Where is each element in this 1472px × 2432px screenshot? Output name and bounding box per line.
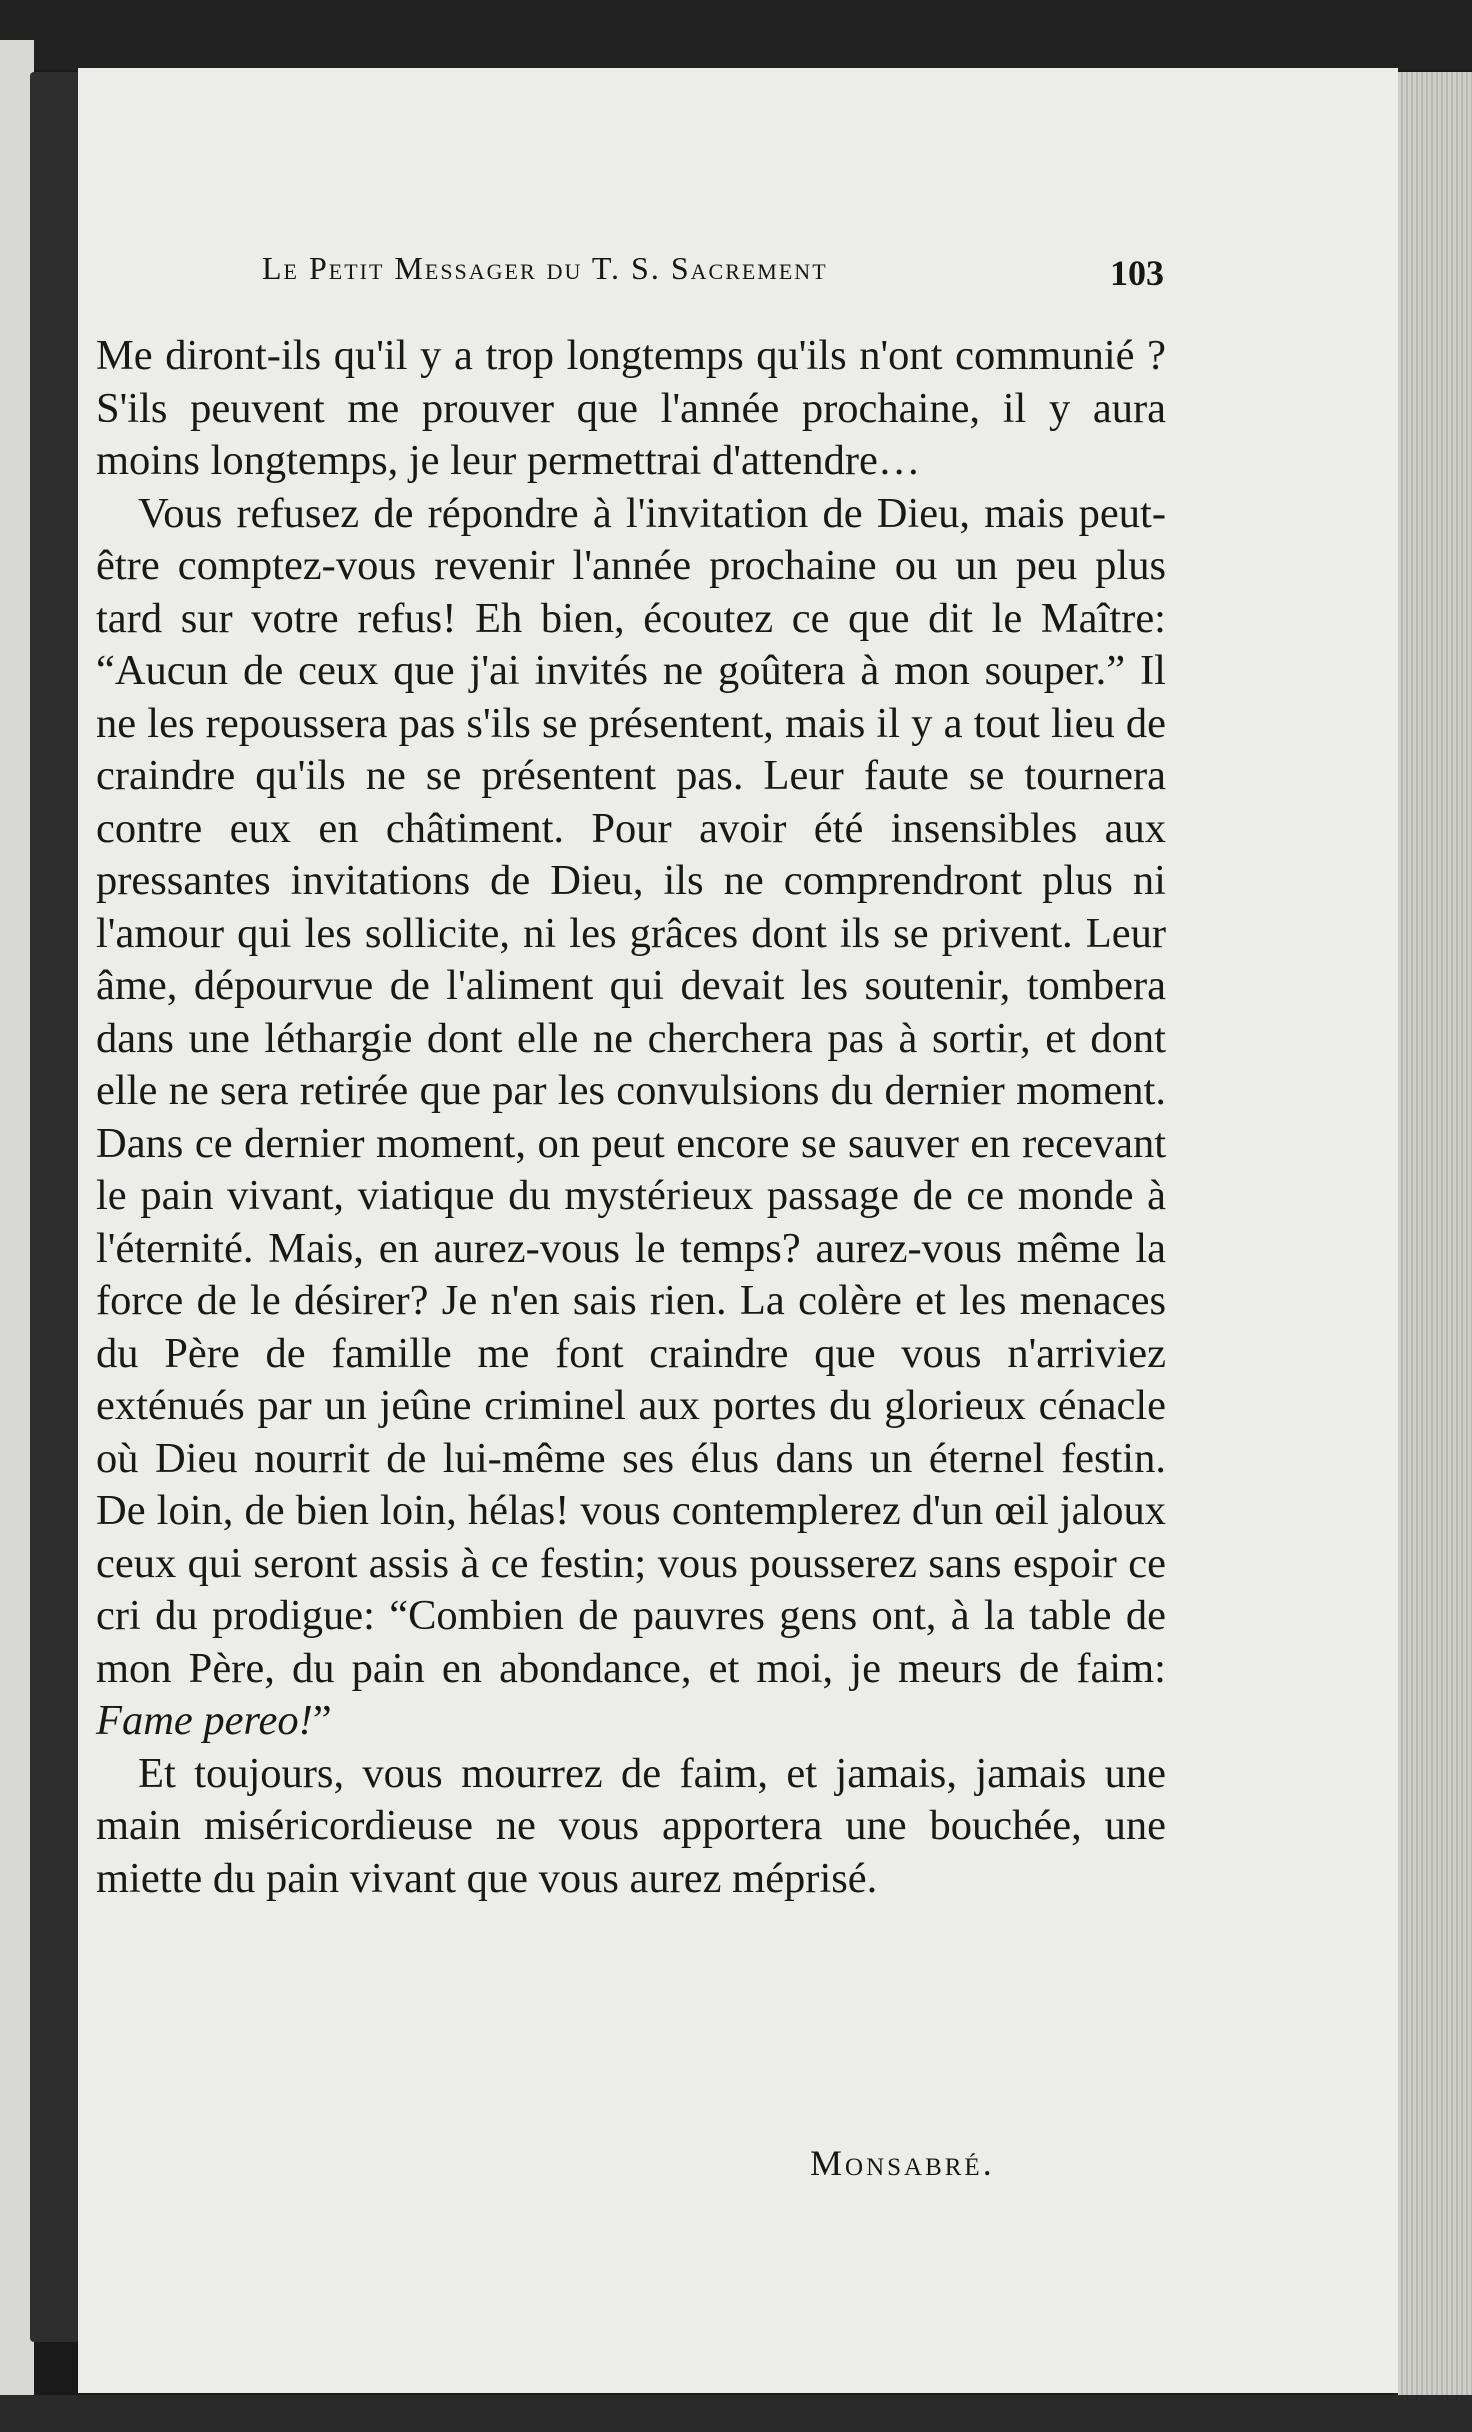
paragraph-2-close: ”: [312, 1697, 332, 1744]
page-number: 103: [1110, 253, 1164, 293]
paragraph-2-text: Vous refusez de répondre à l'invitation de Dieu, mais peut-être comptez-vous revenir l'année prochaine ou un peu plus tard sur votre refus! Eh bien, écoutez ce que dit le Maître: “Aucun de ceux que j'ai invités ne goûtera à mon souper.” Il ne les repoussera pas s'ils se présentent, mais il y a tout lieu de craindre qu'ils ne se présentent pas. Leur faute se tournera contre eux en châtiment. Pour avoir été insensibles aux pressantes invitations de Dieu, ils ne comprendront plus ni l'amour qui les sollicite, ni les grâces dont ils se privent. Leur âme, dépourvue de l'aliment qui devait les soutenir, tombera dans une léthargie dont elle ne cherchera pas à sortir, et dont elle ne sera retirée que par les convulsions du dernier moment. Dans ce dernier moment, on peut encore se sauver en recevant le pain vivant, viatique du mystérieux passage de ce monde à l'éternité. Mais, en aurez-vous le temps? aurez-vous même la force de le désirer? Je n'en sais rien. La colère et les menaces du Père de famille me font craindre que vous n'arriviez exténués par un jeûne criminel aux portes du glorieux cénacle où Dieu nourrit de lui-même ses élus dans un éternel festin. De loin, de bien loin, hélas! vous contemplerez d'un œil jaloux ceux qui seront assis à ce festin; vous pousserez sans espoir ce cri du prodigue: “Combien de pauvres gens ont, à la table de mon Père, du pain en abondance, et moi, je meurs de faim:: [96, 489, 1166, 1692]
binding-gutter: [30, 72, 80, 2342]
latin-quote: Fame pereo!: [96, 1697, 313, 1744]
scan-top-edge: [0, 0, 1472, 70]
article-body: [96, 330, 1166, 1905]
paragraph-1: Me diront-ils qu'il y a trop longtemps qu'ils n'ont communié ? S'ils peuvent me prouver que l'année prochaine, il y aura moins longtemps, je leur permettrai d'attendre…: [96, 332, 1166, 484]
book-spine-edge: [0, 40, 34, 2432]
paragraph-3: Et toujours, vous mourrez de faim, et jamais, jamais une main miséricordieuse ne vous apportera une bouchée, une miette du pain vivant que vous aurez méprisé.: [96, 1749, 1166, 1902]
running-header: [262, 250, 1162, 287]
scan-bottom-edge: [0, 2395, 1472, 2432]
author-name: Monsabré.: [810, 2143, 995, 2183]
paragraph-2: [96, 488, 1166, 1748]
author-signature: [810, 2142, 995, 2184]
running-title: Le Petit Messager du T. S. Sacrement: [262, 250, 828, 286]
page-stack-edges: [1398, 72, 1472, 2402]
